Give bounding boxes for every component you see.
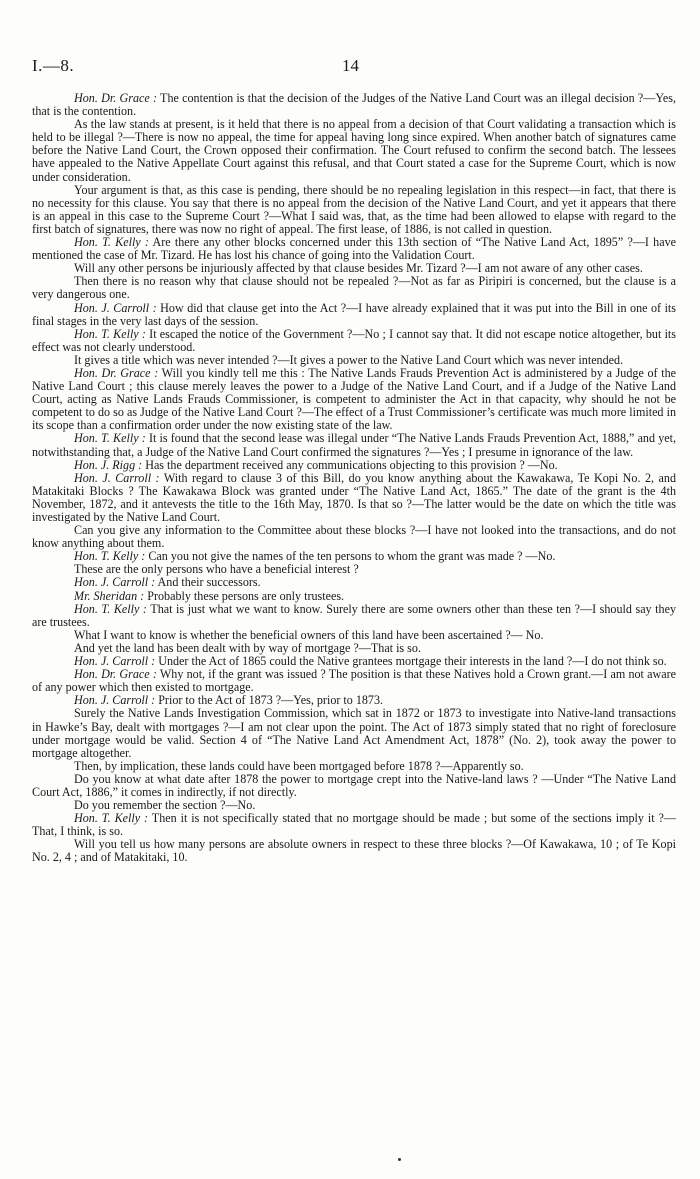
speaker-name: Hon. J. Carroll :	[74, 300, 157, 315]
speaker-name: Mr. Sheridan :	[74, 588, 145, 603]
paragraph-text: Will you tell us how many persons are absolute owners in respect to these three blocks ?—Of Kawakawa, 10 ; of Te Kopi No. 2, 4 ; and of Matakitaki, 10.	[32, 837, 676, 865]
paragraph	[32, 603, 676, 629]
paragraph-text: Do you know at what date after 1878 the power to mortgage crept into the Native-land laws ? —Under “The Native Land Court Act, 1886,” it comes in indirectly, if not directly.	[32, 771, 676, 799]
paragraph	[32, 524, 676, 550]
evidence-text	[32, 92, 676, 865]
paragraph-text: Then, by implication, these lands could have been mortgaged before 1878 ?—Apparently so.	[74, 758, 524, 773]
paragraph-text: With regard to clause 3 of this Bill, do you know anything about the Kawakawa, Te Kopi No. 2, and Matakitaki Blocks ? The Kawakawa Block was granted under “The Native Land Act, 1865.” The date of the grant is the 4th November, 1872, and it antevests the title to the 16th May, 1870. Is that so ?—The latter would be the date on which the title was investigated by the Native Land Court.	[32, 470, 676, 524]
speaker-name: Hon. Dr. Grace :	[74, 365, 159, 380]
speaker-name: Hon. J. Carroll :	[74, 575, 156, 590]
speaker-name: Hon. T. Kelly :	[74, 235, 149, 250]
paragraph-text: Are there any other blocks concerned under this 13th section of “The Native Land Act, 1895” ?—I have mentioned the case of Mr. Tizard. He has lost his chance of going into the Validation Court.	[32, 235, 676, 263]
paragraph-text: These are the only persons who have a beneficial interest ?	[74, 562, 359, 577]
paragraph	[32, 668, 676, 694]
paragraph	[32, 367, 676, 432]
paragraph	[32, 302, 676, 328]
paragraph-text: That is just what we want to know. Surely there are some owners other than these ten ?—I should say they are trustees.	[32, 601, 676, 629]
paragraph	[32, 773, 676, 799]
paragraph-text: It escaped the notice of the Government ?—No ; I cannot say that. It did not escape notice altogether, but its effect was not clearly understood.	[32, 326, 676, 354]
paragraph-text: And yet the land has been dealt with by way of mortgage ?—That is so.	[74, 640, 421, 655]
paragraph-text: And their successors.	[155, 575, 261, 590]
paragraph-text: How did that clause get into the Act ?—I have already explained that it was put into the Bill in one of its final stages in the very last days of the session.	[32, 300, 677, 328]
speaker-name: Hon. T. Kelly :	[74, 431, 146, 446]
speaker-name: Hon. Dr. Grace :	[74, 91, 158, 105]
speaker-name: Hon. T. Kelly :	[74, 811, 149, 826]
speaker-name: Hon. J. Carroll :	[74, 470, 160, 485]
paragraph	[32, 707, 676, 759]
paragraph-text: It gives a title which was never intended ?—It gives a power to the Native Land Court which was never intended.	[74, 352, 624, 367]
paragraph	[32, 838, 676, 864]
paragraph-text: Can you give any information to the Committee about these blocks ?—I have not looked into the transactions, and do not know anything about them.	[32, 523, 676, 551]
document-reference: I.—8.	[32, 56, 75, 75]
paragraph-text: The contention is that the decision of the Judges of the Native Land Court was an illegal decision ?—Yes, that is the contention.	[32, 91, 676, 119]
speaker-name: Hon. J. Carroll :	[74, 693, 156, 708]
paragraph-text: Your argument is that, as this case is pending, there should be no repealing legislation in this respect—in fact, that there is no necessity for this clause. You say that there is no appeal from the decision of the Native Land Court, and yet it appears that there is an appeal in this case to the Supreme Court ?—What I said was, that, as the time had been allowed to elapse with regard to the first batch of signatures, there was now no right of appeal. The first lease, of 1886, is not called in question.	[32, 182, 676, 236]
paragraph-text: Do you remember the section ?—No.	[74, 798, 256, 813]
paragraph	[32, 328, 676, 354]
speaker-name: Hon. J. Carroll :	[74, 654, 156, 669]
speaker-name: Hon. T. Kelly :	[74, 326, 146, 341]
paragraph	[32, 118, 676, 183]
paragraph	[32, 92, 676, 118]
paragraph-text: Has the department received any communications objecting to this provision ? —No.	[142, 457, 558, 472]
paragraph-text: It is found that the second lease was illegal under “The Native Lands Frauds Prevention Act, 1888,” and yet, notwithstanding that, a Judge of the Native Land Court confirmed the signatures ?—Yes ; I presume in ignorance of the law.	[32, 431, 677, 459]
paragraph-text: Will you kindly tell me this : The Native Lands Frauds Prevention Act is administered by a Judge of the Native Land Court ; this clause merely leaves the power to a Judge of the Native Land Court, and if a Judge of the Native Land Court, acting as Native Lands Frauds Commissioner, is competent to administer the Act in that capacity, why should he not be competent to do so as Judge of the Native Land Court ?—The effect of a Trust Commissioner’s certificate was much more limited in its scope than a confirmation order under the now existing state of the law.	[32, 365, 676, 433]
speaker-name: Hon. T. Kelly :	[74, 601, 147, 616]
paragraph	[32, 275, 676, 301]
page-number: 14	[342, 56, 359, 75]
printing-mark	[398, 1158, 401, 1161]
speaker-name: Hon. T. Kelly :	[74, 549, 146, 564]
speaker-name: Hon. Dr. Grace :	[74, 667, 157, 682]
paragraph-text: Will any other persons be injuriously affected by that clause besides Mr. Tizard ?—I am not aware of any other cases.	[74, 261, 643, 276]
paragraph-text: As the law stands at present, is it held that there is no appeal from a decision of that Court validating a transaction which is held to be illegal ?—There is now no appeal, the time for appeal having long since expired. When another batch of signatures came before the Native Land Court, the Crown opposed their confirmation. The Court refused to confirm the second batch. The lessees have appealed to the Native Appellate Court against this refusal, and that Court stated a case for the Supreme Court, which is now under consideration.	[32, 117, 676, 184]
paragraph-text: Then there is no reason why that clause should not be repealed ?—Not as far as Piripiri is concerned, but the clause is a very dangerous one.	[32, 274, 676, 302]
paragraph-text: Under the Act of 1865 could the Native grantees mortgage their interests in the land ?—I do not think so.	[155, 654, 667, 669]
paragraph-text: Probably these persons are only trustees.	[144, 588, 345, 603]
paragraph	[32, 812, 676, 838]
paragraph	[32, 432, 676, 458]
paragraph-text: What I want to know is whether the beneficial owners of this land have been ascertained ?— No.	[74, 627, 544, 642]
paragraph-text: Why not, if the grant was issued ? The position is that these Natives hold a Crown grant.—I am not aware of any power which then existed to mortgage.	[32, 667, 677, 695]
paragraph-text: Can you not give the names of the ten persons to whom the grant was made ? —No.	[145, 549, 556, 564]
paragraph-text: Prior to the Act of 1873 ?—Yes, prior to 1873.	[155, 693, 384, 708]
speaker-name: Hon. J. Rigg :	[74, 457, 143, 472]
paragraph-text: Surely the Native Lands Investigation Commission, which sat in 1872 or 1873 to investigate into Native-land transactions in Hawke’s Bay, dealt with mortgages ?—I am not clear upon the point. The Act of 1873 simply stated that no right of foreclosure under mortgage would be valid. Section 4 of “The Native Land Act Amendment Act, 1878” (No. 2), took away the power to mortgage altogether.	[32, 706, 676, 760]
paragraph	[32, 472, 676, 524]
paragraph	[32, 184, 676, 236]
paragraph-text: Then it is not specifically stated that no mortgage should be made ; but some of the sections imply it ?—That, I think, is so.	[32, 811, 676, 839]
paragraph	[32, 236, 676, 262]
page-header	[32, 56, 672, 78]
